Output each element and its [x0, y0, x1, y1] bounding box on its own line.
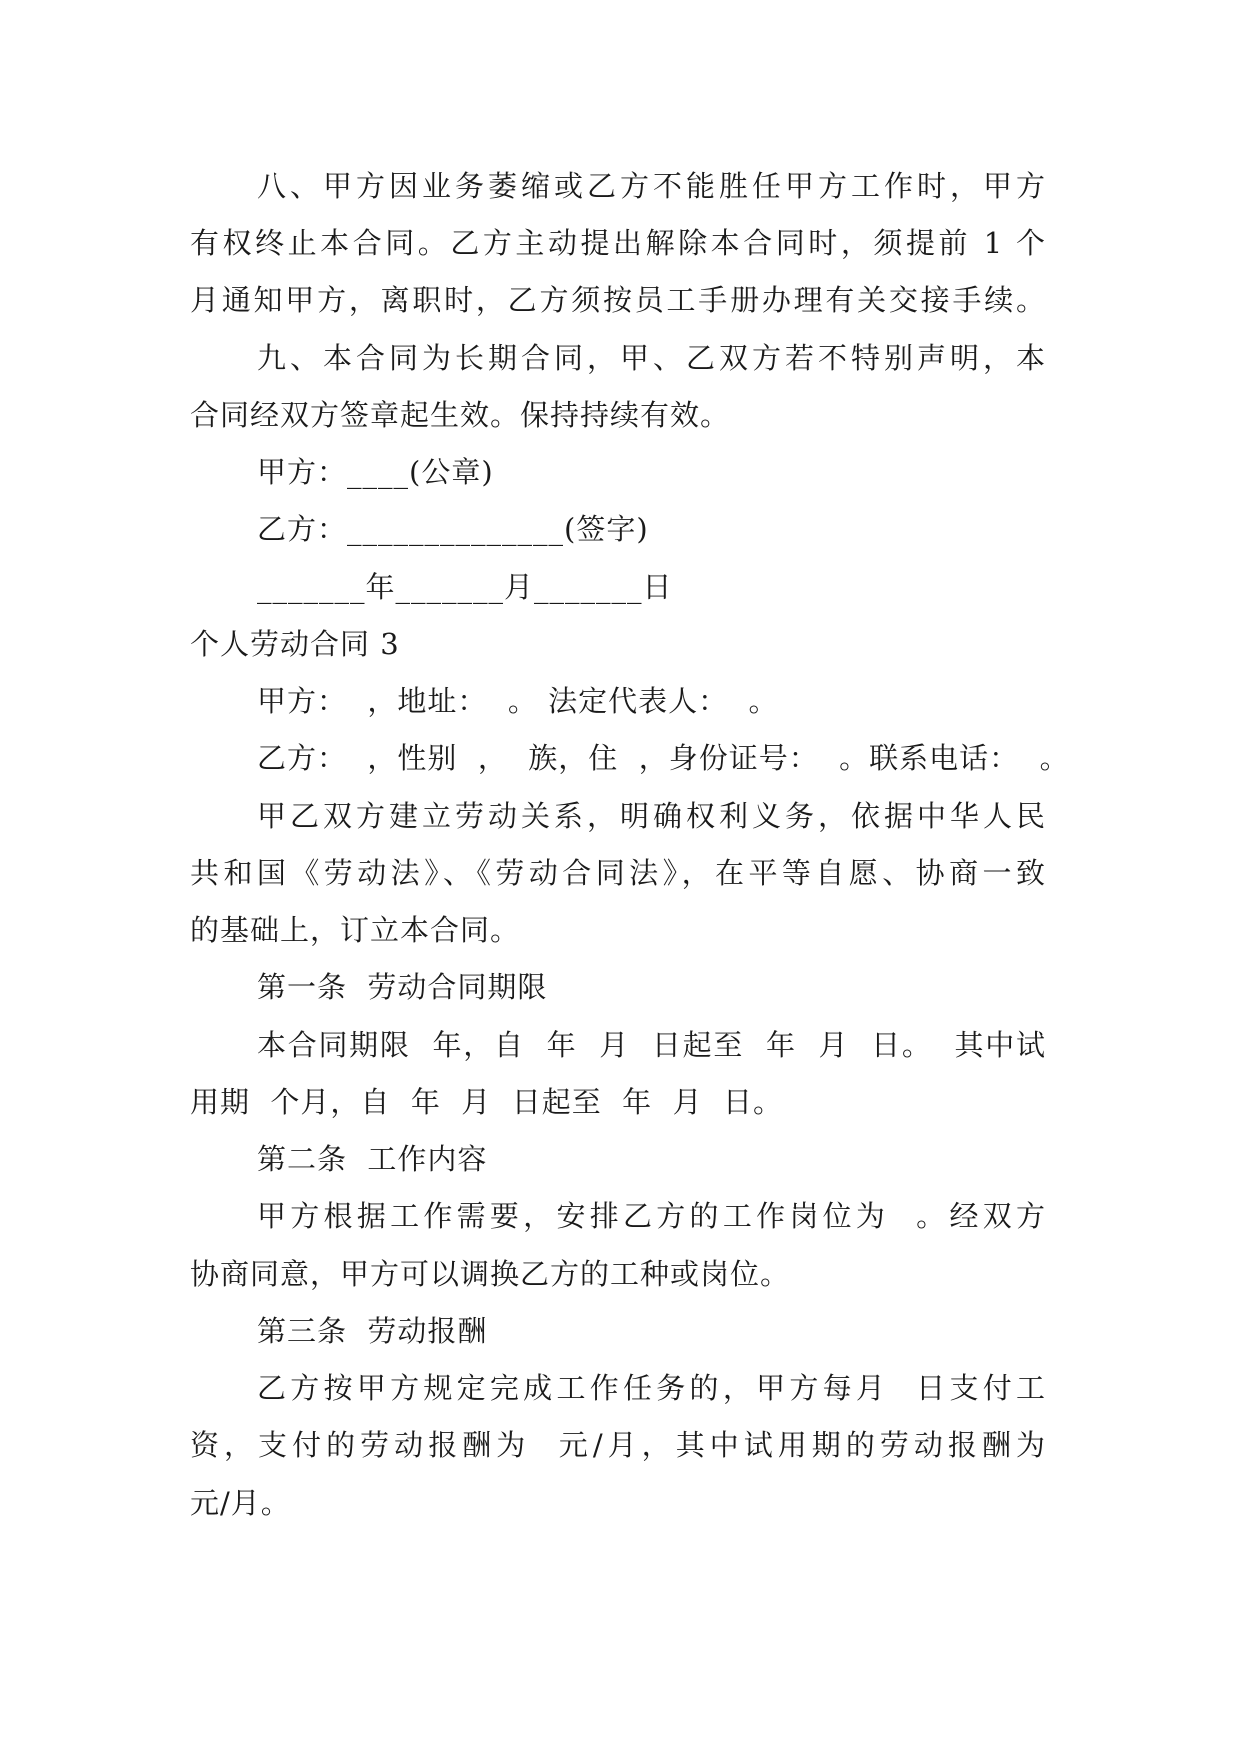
article-3-line-3: 元/月。	[190, 1486, 291, 1520]
party-b-info: 乙方： ，性别 ， 族，住 ，身份证号： 。联系电话： 。	[257, 741, 1070, 775]
preamble-line-1: 甲乙双方建立劳动关系，明确权利义务，依据中华人民	[257, 799, 1046, 833]
article-3-line-2: 资，支付的劳动报酬为 元/月，其中试用期的劳动报酬为	[190, 1428, 1046, 1462]
date-line: _______年_______月_______日	[257, 570, 673, 604]
party-a-seal-line: 甲方：____(公章)	[257, 455, 494, 489]
article-3-line-1: 乙方按甲方规定完成工作任务的，甲方每月 日支付工	[257, 1371, 1046, 1405]
preamble-line-2: 共和国《劳动法》、《劳动合同法》，在平等自愿、协商一致	[190, 856, 1046, 890]
clause-8-line-2: 有权终止本合同。乙方主动提出解除本合同时，须提前 1 个	[190, 226, 1046, 260]
article-2-line-2: 协商同意，甲方可以调换乙方的工种或岗位。	[190, 1257, 791, 1291]
clause-9-line-2: 合同经双方签章起生效。保持持续有效。	[190, 398, 731, 432]
section-title: 个人劳动合同 3	[190, 627, 400, 661]
article-2-heading: 第二条 工作内容	[257, 1142, 488, 1176]
article-1-heading: 第一条 劳动合同期限	[257, 970, 548, 1004]
article-3-heading: 第三条 劳动报酬	[257, 1314, 488, 1348]
clause-8-line-1: 八、甲方因业务萎缩或乙方不能胜任甲方工作时，甲方	[257, 169, 1046, 203]
clause-8-line-3: 月通知甲方，离职时，乙方须按员工手册办理有关交接手续。	[190, 283, 1046, 317]
article-2-line-1: 甲方根据工作需要，安排乙方的工作岗位为 。经双方	[257, 1199, 1046, 1233]
party-b-sign-line: 乙方：______________(签字)	[257, 512, 649, 546]
party-a-info: 甲方： ，地址： 。 法定代表人： 。	[257, 684, 779, 718]
clause-9-line-1: 九、本合同为长期合同，甲、乙双方若不特别声明，本	[257, 341, 1046, 375]
preamble-line-3: 的基础上，订立本合同。	[190, 913, 521, 947]
article-1-line-2: 用期 个月，自 年 月 日起至 年 月 日。	[190, 1085, 784, 1119]
article-1-line-1: 本合同期限 年，自 年 月 日起至 年 月 日。 其中试	[257, 1028, 1046, 1062]
